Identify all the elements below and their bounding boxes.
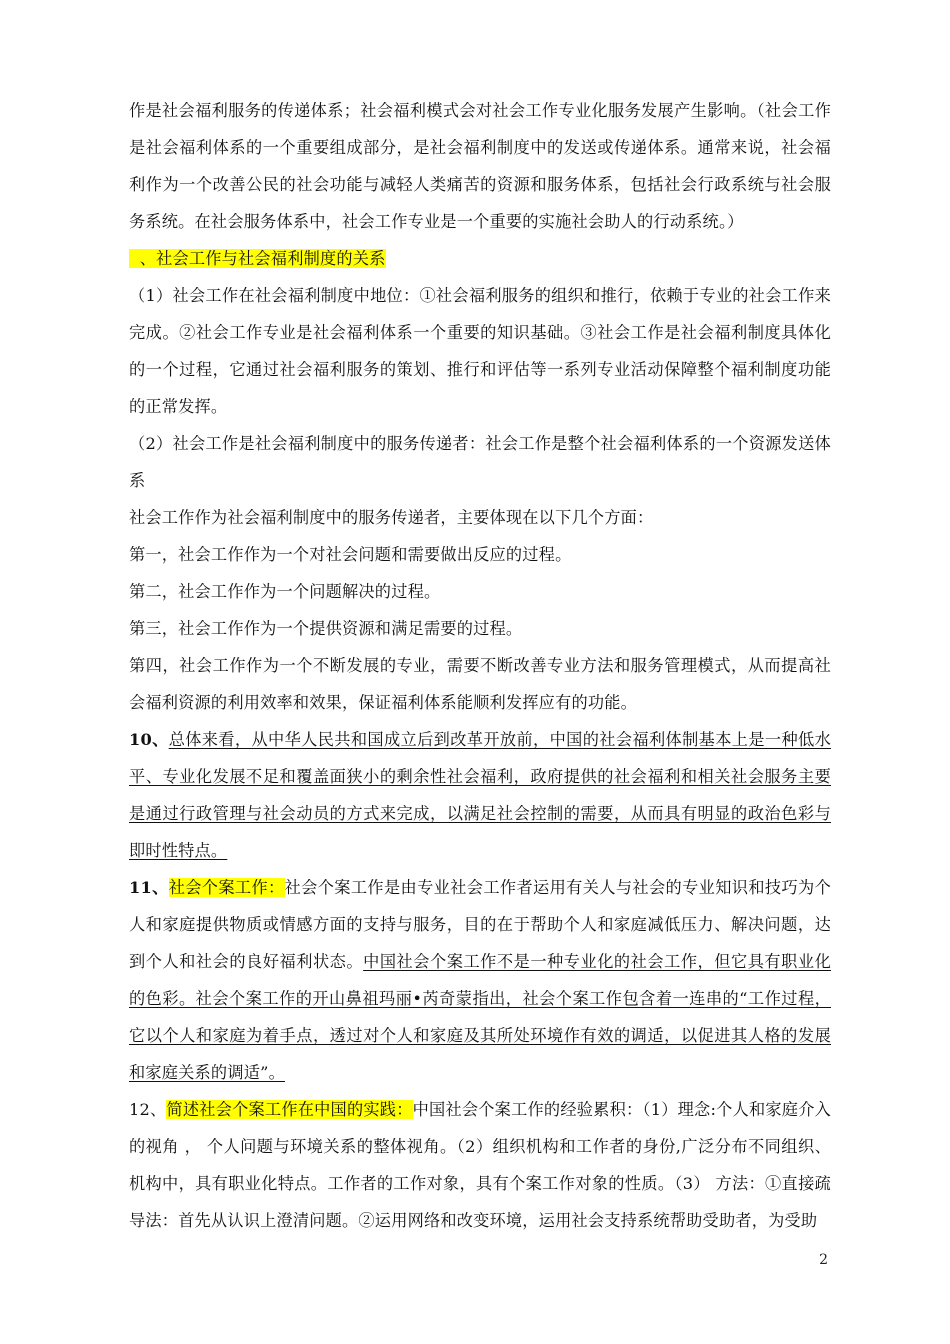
item-11-underlined: 中国社会个案工作不是一种专业化的社会工作，但它具有职业化的色彩。社会个案工作的开山鼻祖玛丽•芮奇蒙指出，社会个案工作包含着一连串的“工作过程，它以个人和家庭为着手点，透过对个人和家庭及其所处环境作有效的调适，以促进其人格的发展和家庭关系的调适”。 <box>129 952 831 1082</box>
paragraph-intro: 作是社会福利服务的传递体系；社会福利模式会对社会工作专业化服务发展产生影响。（社会工作是社会福利体系的一个重要组成部分，是社会福利制度中的发送或传递体系。通常来说，社会福利作为一个改善公民的社会功能与减轻人类痛苦的资源和服务体系，包括社会行政系统与社会服务系统。在社会服务体系中，社会工作专业是一个重要的实施社会助人的行动系统。） <box>129 101 831 231</box>
paragraph-aspects-intro: 社会工作作为社会福利制度中的服务传递者，主要体现在以下几个方面： <box>129 508 654 527</box>
highlighted-heading <box>129 249 386 268</box>
paragraph-aspect-4: 第四，社会工作作为一个不断发展的专业，需要不断改善专业方法和服务管理模式，从而提高社会福利资源的利用效率和效果，保证福利体系能顺利发挥应有的功能。 <box>129 656 831 712</box>
item-12-number: 12 <box>129 1100 150 1119</box>
item-11-term: 社会个案工作： <box>168 878 285 897</box>
paragraph-status: （1）社会工作在社会福利制度中地位：①社会福利服务的组织和推行，依赖于专业的社会工作来完成。②社会工作专业是社会福利体系一个重要的知识基础。③社会工作是社会福利制度具体化的一个过程，它通过社会福利服务的策划、推行和评估等一系列专业活动保障整个福利制度功能的正常发挥。 <box>129 286 831 416</box>
page-number: 2 <box>819 1252 828 1268</box>
heading-text: 、社会工作与社会福利制度的关系 <box>139 249 386 268</box>
item-11-text: 社会个案工作是由专业社会工作者运用有关人与社会的专业知识和技巧为个人和家庭提供物质或情感方面的支持与服务，目的在于帮助个人和家庭减低压力、解决问题，达到个人和社会的良好福利状态。 <box>129 878 831 971</box>
document-body <box>129 92 831 1239</box>
paragraph-aspect-1: 第一，社会工作作为一个对社会问题和需要做出反应的过程。 <box>129 545 572 564</box>
item-10-number: 10 <box>129 730 152 749</box>
item-12-separator: 、 <box>150 1100 167 1119</box>
item-10-separator: 、 <box>151 730 169 749</box>
item-12-term: 简述社会个案工作在中国的实践： <box>166 1100 413 1119</box>
paragraph-service-deliverer: （2）社会工作是社会福利制度中的服务传递者：社会工作是整个社会福利体系的一个资源发送体系 <box>129 434 831 490</box>
item-12-text: 中国社会个案工作的经验累积：（1）理念:个人和家庭介入的视角 ， 个人问题与环境关系的整体视角。（2）组织机构和工作者的身份,广泛分布不同组织、机构中，具有职业化特点。工作者的工作对象，具有个案工作对象的性质。（3） 方法：①直接疏导法：首先从认识上澄清问题。②运用网络和改变环境，运用社会支持系统帮助受助者，为受助 <box>129 1100 831 1230</box>
item-11 <box>129 869 831 1091</box>
item-12 <box>129 1091 831 1239</box>
section-heading <box>129 240 831 277</box>
paragraph-aspect-2: 第二，社会工作作为一个问题解决的过程。 <box>129 582 441 601</box>
item-10 <box>129 721 831 869</box>
item-11-separator: 、 <box>151 878 169 897</box>
item-10-text: 总体来看，从中华人民共和国成立后到改革开放前，中国的社会福利体制基本上是一种低水平、专业化发展不足和覆盖面狭小的剩余性社会福利，政府提供的社会福利和相关社会服务主要是通过行政管理与社会动员的方式来完成，以满足社会控制的需要，从而具有明显的政治色彩与即时性特点。 <box>129 730 832 860</box>
paragraph-aspect-3: 第三，社会工作作为一个提供资源和满足需要的过程。 <box>129 619 523 638</box>
item-11-number: 11 <box>129 878 152 897</box>
